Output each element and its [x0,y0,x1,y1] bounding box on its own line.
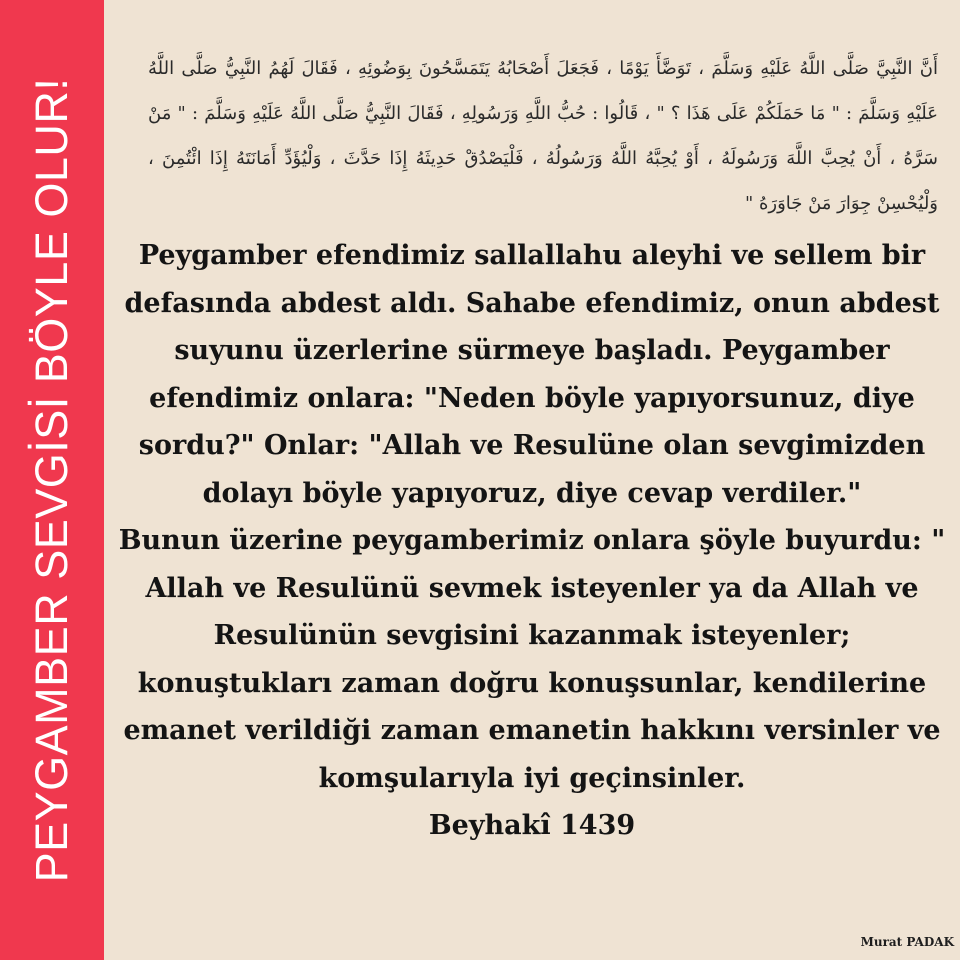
translation-paragraph-1: Peygamber efendimiz sallallahu aleyhi ve sellem bir defasında abdest aldı. Sahabe efendimiz, onun abdest suyunu üzerlerine sürmeye başladı. Peygamber efendimiz onlara: "Neden böyle yapıyorsunuz, diye sordu?" Onlar: "Allah ve Resulüne olan sevgimizden dolayı böyle yapıyoruz, diye cevap verdiler." [124,240,940,509]
hadith-source: Beyhakî 1439 [428,810,636,841]
side-banner [0,0,104,960]
arabic-hadith-text: أَنَّ النَّبِيَّ صَلَّى اللَّهُ عَلَيْهِ وَسَلَّمَ ، تَوَضَّأَ يَوْمًا ، فَجَعَلَ أَصْحَابُهُ يَتَمَسَّحُونَ بِوَضُوئِهِ ، فَقَالَ لَهُمُ النَّبِيُّ صَلَّى اللَّهُ عَلَيْهِ وَسَلَّمَ : " مَا حَمَلَكُمْ عَلَى هَذَا ؟ " ، قَالُوا : حُبُّ اللَّهِ وَرَسُولِهِ ، فَقَالَ النَّبِيُّ صَلَّى اللَّهُ عَلَيْهِ وَسَلَّمَ : " مَنْ سَرَّهُ ، أَنْ يُحِبَّ اللَّهَ وَرَسُولَهُ ، أَوْ يُحِبَّهُ اللَّهُ وَرَسُولُهُ ، فَلْيَصْدُقْ حَدِيثَهُ إِذَا حَدَّثَ ، وَلْيُؤَدِّ أَمَانَتَهُ إِذَا ائْتُمِنَ ، وَلْيُحْسِنْ جِوَارَ مَنْ جَاوَرَهُ " [148,58,938,214]
banner-title: PEYGAMBER SEVGİSİ BÖYLE OLUR! [26,77,77,883]
content-area [104,0,960,960]
turkish-translation [114,232,950,850]
translation-paragraph-2: Bunun üzerine peygamberimiz onlara şöyle buyurdu: " Allah ve Resulünü sevmek isteyenler ya da Allah ve Resulünün sevgisini kazanmak isteyenler; konuştukları zaman doğru konuşsunlar, kendilerine emanet verildiği zaman emanetin hakkını versinler ve komşularıyla iyi geçinsinler. [118,525,946,794]
author-signature: Murat PADAK [860,935,954,949]
